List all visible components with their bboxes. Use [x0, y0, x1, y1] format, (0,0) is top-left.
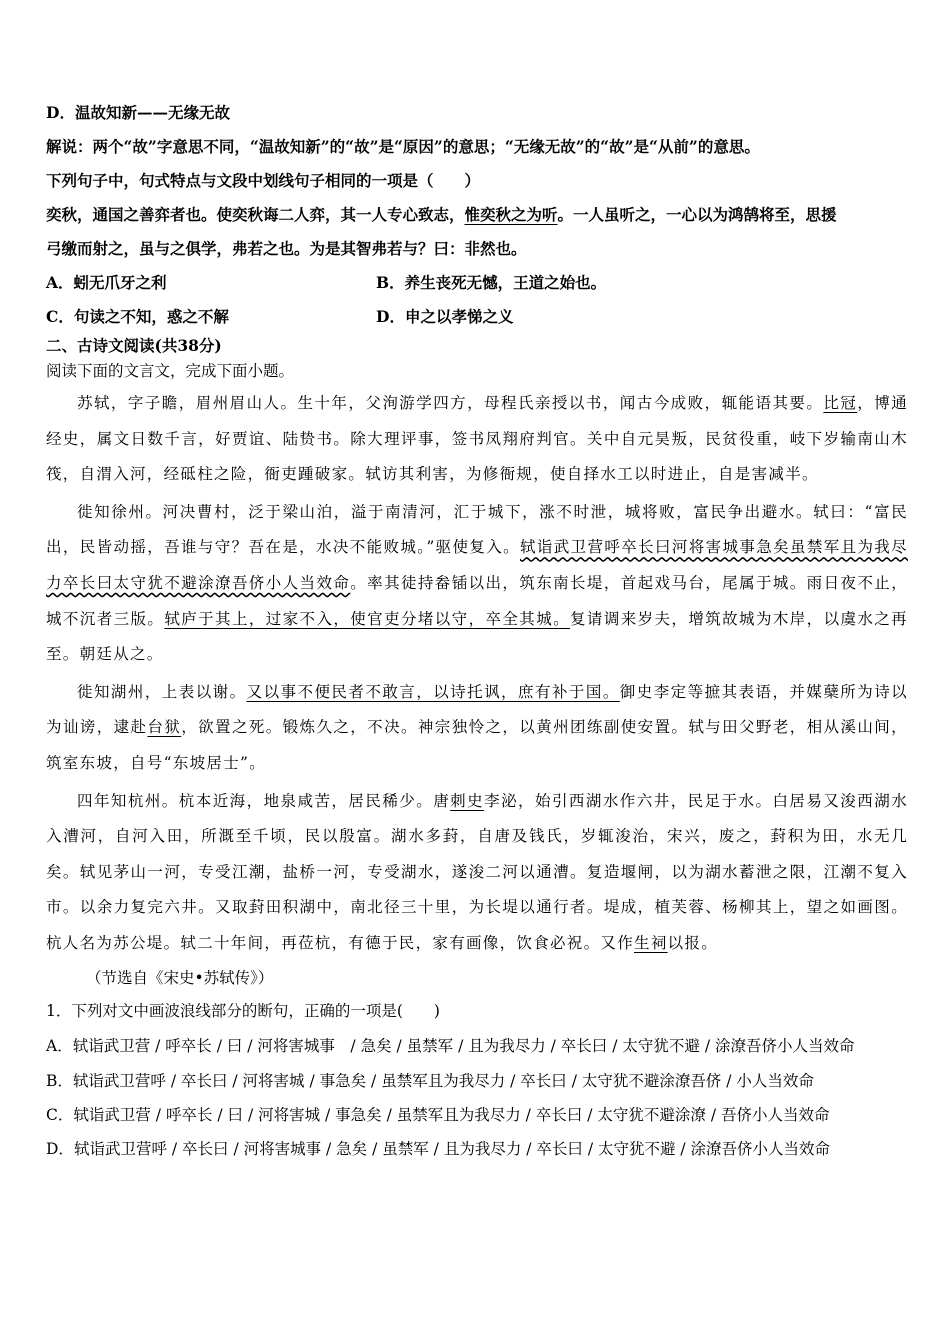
- source-citation: （节选自《宋史•苏轼传》）: [86, 968, 274, 987]
- option-text: 温故知新——无缘无故: [74, 103, 230, 122]
- option-d-line: [46, 96, 908, 130]
- option-d[interactable]: D．申之以孝悌之义: [376, 307, 514, 326]
- question-1-stem: 1．下列对文中画波浪线部分的断句，正确的一项是( ): [46, 1001, 440, 1020]
- option-b[interactable]: B．养生丧死无憾，王道之始也。: [376, 273, 607, 292]
- explain-text: 两个“故”字意思不同，“温故知新”的“故”是“原因”的意思；“无缘无故”的“故”是“从前”的意思。: [92, 137, 760, 156]
- passage-line-1: 奕秋，通国之善弈者也。使奕秋诲二人弈，其一人专心致志，惟奕秋之为听。一人虽听之，一心以为鸿鹄将至，思援: [46, 205, 837, 224]
- options-row-1: [46, 266, 908, 300]
- passage-line-2: 弓缴而射之，虽与之俱学，弗若之也。为是其智弗若与？曰：非然也。: [46, 239, 527, 258]
- section-heading: 二、古诗文阅读(共38分): [46, 336, 222, 355]
- answer-c[interactable]: C．轼诣武卫营 / 呼卒长 / 曰 / 河将害城 / 事急矣 / 虽禁军且为我尽力 / 卒长曰 / 太守犹不避涂潦 / 吾侪小人当效命: [46, 1105, 830, 1124]
- explain-label: 解说：: [46, 137, 93, 156]
- wavy-underlined-text: 轼诣武卫营呼卒长曰河将害城事急矣虽禁军且为我尽力卒长曰太守犹不避涂潦吾侪小人当效命: [46, 538, 908, 592]
- answer-d[interactable]: D．轼诣武卫营呼 / 卒长曰 / 河将害城事 / 急矣 / 虽禁军 / 且为我尽力 / 卒长曰 / 太守犹不避 / 涂潦吾侪小人当效命: [46, 1139, 831, 1158]
- passage-paragraph-3: 徙知湖州，上表以谢。又以事不便民者不敢言，以诗托讽，庶有补于国。御史李定等摭其表语，并媒蘖所为诗以为讪谤，逮赴台狱，欲置之死。锻炼久之，不决。神宗独怜之，以黄州团练副使安置。轼与田父野老，相从溪山间，筑室东坡，自号“东坡居士”。: [46, 682, 908, 772]
- document-page: [46, 96, 908, 1166]
- underlined-sentence: 惟奕秋之为听: [464, 205, 558, 224]
- passage-paragraph-2: 徙知徐州。河决曹村，泛于梁山泊，溢于南清河，汇于城下，涨不时泄，城将败，富民争出避水。轼曰：“富民出，民皆动摇，吾谁与守？吾在是，水决不能败城。”驱使复入。轼诣武卫营呼卒长曰河将害城事急矣虽禁军且为我尽力卒长曰太守犹不避涂潦吾侪小人当效命。率其徒持畚锸以出，筑东南长堤，首起戏马台，尾属于城。雨日夜不止，城不沉者三版。轼庐于其上，过家不入，使官吏分堵以守，卒全其城。复请调来岁夫，增筑故城为木岸，以虞水之再至。朝廷从之。: [46, 502, 909, 664]
- passage-paragraph-1: 苏轼，字子瞻，眉州眉山人。生十年，父洵游学四方，母程氏亲授以书，闻古今成败，辄能语其要。比冠，博通经史，属文日数千言，好贾谊、陆贽书。除大理评事，签书凤翔府判官。关中自元昊叛，民贫役重，岐下岁输南山木筏，自渭入河，经砥柱之险，衙吏踵破家。轼访其利害，为修衙规，使自择水工以时进止，自是害减半。: [46, 394, 909, 484]
- question-line: 下列句子中，句式特点与文段中划线句子相同的一项是（ ）: [46, 171, 481, 190]
- option-c[interactable]: C．句读之不知，惑之不解: [46, 307, 229, 326]
- option-label: D．: [46, 103, 75, 122]
- section-intro: 阅读下面的文言文，完成下面小题。: [46, 362, 295, 380]
- passage-paragraph-4: 四年知杭州。杭本近海，地泉咸苦，居民稀少。唐刺史李泌，始引西湖水作六井，民足于水。白居易又浚西湖水入漕河，自河入田，所溉至千顷，民以殷富。湖水多葑，自唐及钱氏，岁辄浚治，宋兴，废之，葑积为田，水无几矣。轼见茅山一河，专受江潮，盐桥一河，专受湖水，遂浚二河以通漕。复造堰闸，以为湖水蓄泄之限，江潮不复入市。以余力复完六井。又取葑田积湖中，南北径三十里，为长堤以通行者。堤成，植芙蓉、杨柳其上，望之如画图。杭人名为苏公堤。轼二十年间，再莅杭，有德于民，家有画像，饮食必祝。又作生祠以报。: [46, 791, 908, 952]
- explanation-line: [46, 130, 908, 164]
- option-a[interactable]: A．蚓无爪牙之利: [46, 273, 167, 292]
- answer-b[interactable]: B．轼诣武卫营呼 / 卒长曰 / 河将害城 / 事急矣 / 虽禁军且为我尽力 / 卒长曰 / 太守犹不避涂潦吾侪 / 小人当效命: [46, 1071, 814, 1090]
- options-row-2: [46, 300, 908, 334]
- answer-a[interactable]: A．轼诣武卫营 / 呼卒长 / 曰 / 河将害城事 / 急矣 / 虽禁军 / 且为我尽力 / 卒长曰 / 太守犹不避 / 涂潦吾侪小人当效命: [46, 1036, 855, 1055]
